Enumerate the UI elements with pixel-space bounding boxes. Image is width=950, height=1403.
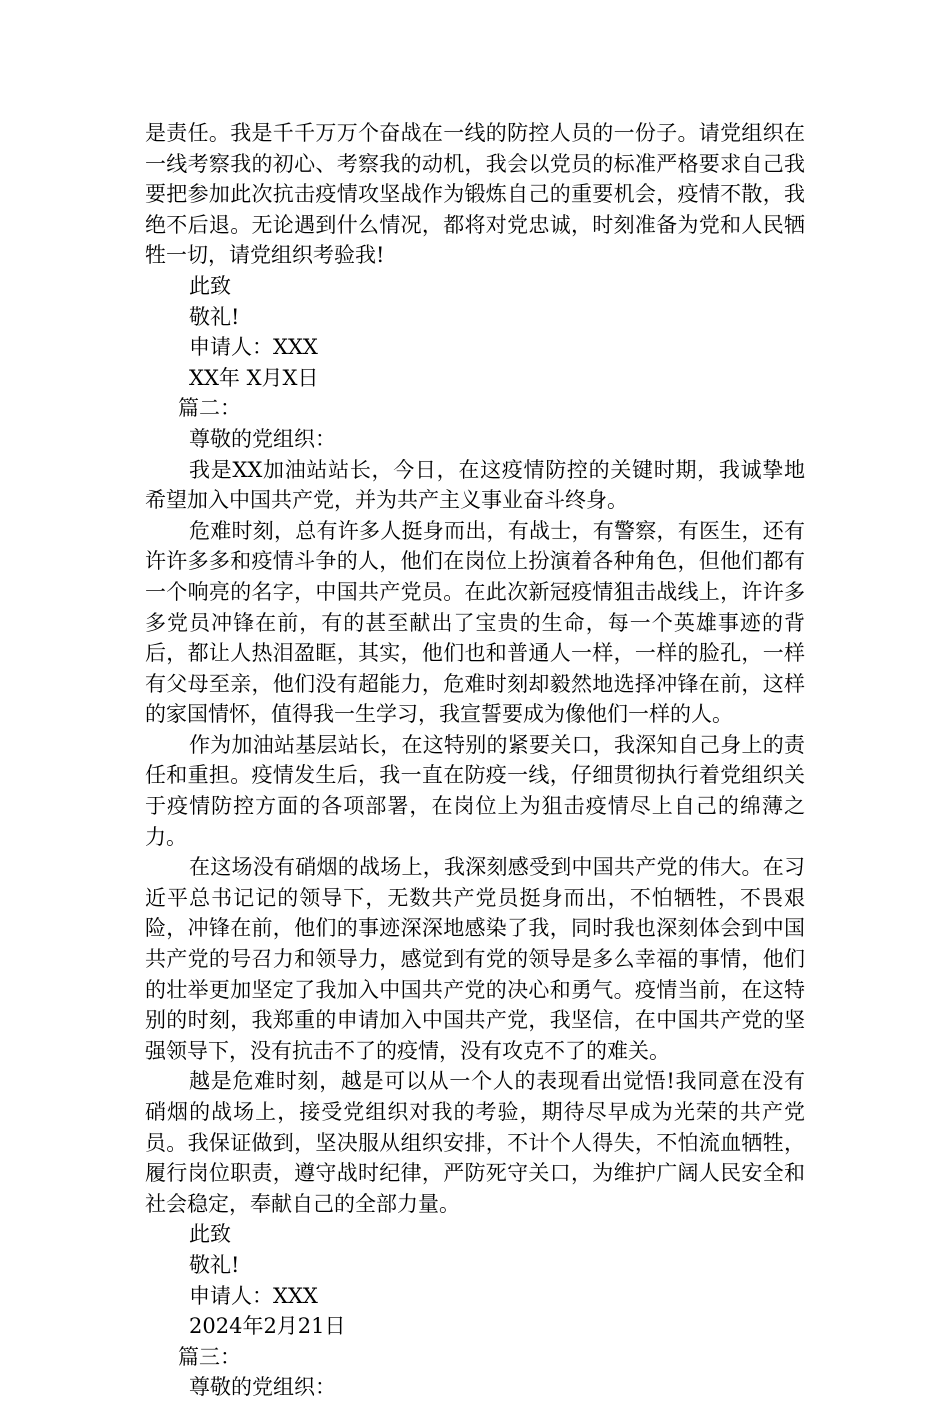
document-body: [145, 118, 805, 1403]
section3-salutation: 尊敬的党组织：: [189, 1375, 336, 1400]
section2-paragraph-5: 越是危难时刻，越是可以从一个人的表现看出觉悟!我同意在没有硝烟的战场上，接受党组织对我的考验，期待尽早成为光荣的共产党员。我保证做到，坚决服从组织安排，不计个人得失，不怕流血牺牲，履行岗位职责，遵守战时纪律，严防死守关口，为维护广阔人民安全和社会稳定，奉献自己的全部力量。: [145, 1069, 805, 1216]
section2-applicant: 申请人：XXX: [189, 1283, 318, 1308]
section2-paragraph-4: 在这场没有硝烟的战场上，我深刻感受到中国共产党的伟大。在习近平总书记记的领导下，无数共产党员挺身而出，不怕牺牲，不畏艰险，冲锋在前，他们的事迹深深地感染了我，同时我也深刻体会到中国共产党的号召力和领导力，感觉到有党的领导是多么幸福的事情，他们的壮举更加坚定了我加入中国共产党的决心和勇气。疫情当前，在这特别的时刻，我郑重的申请加入中国共产党，我坚信，在中国共产党的坚强领导下，没有抗击不了的疫情，没有攻克不了的难关。: [145, 855, 805, 1063]
section2-closing-jingli: 敬礼!: [189, 1252, 240, 1277]
section1-date: XX年 X月X日: [189, 365, 319, 390]
section2-paragraph-1: 我是XX加油站站长，今日，在这疫情防控的关键时期，我诚挚地希望加入中国共产党，并为共产主义事业奋斗终身。: [145, 457, 805, 513]
section2-paragraph-2: 危难时刻，总有许多人挺身而出，有战士，有警察，有医生，还有许许多多和疫情斗争的人，他们在岗位上扮演着各种角色，但他们都有一个响亮的名字，中国共产党员。在此次新冠疫情狙击战线上，许许多多党员冲锋在前，有的甚至献出了宝贵的生命，每一个英雄事迹的背后，都让人热泪盈眶，其实，他们也和普通人一样，一样的脸孔，一样有父母至亲，他们没有超能力，危难时刻却毅然地选择冲锋在前，这样的家国情怀，值得我一生学习，我宣誓要成为像他们一样的人。: [145, 518, 805, 727]
section2-paragraph-3: 作为加油站基层站长，在这特别的紧要关口，我深知自己身上的责任和重担。疫情发生后，我一直在防疫一线，仔细贯彻执行着党组织关于疫情防控方面的各项部署，在岗位上为狙击疫情尽上自己的绵薄之力。: [145, 732, 805, 849]
section1-closing-jingli: 敬礼!: [189, 304, 240, 329]
section2-date: 2024年2月21日: [189, 1314, 346, 1339]
section1-final-paragraph: 是责任。我是千千万万个奋战在一线的防控人员的一份子。请党组织在一线考察我的初心、考察我的动机，我会以党员的标准严格要求自己我要把参加此次抗击疫情攻坚战作为锻炼自己的重要机会，疫情不散，我绝不后退。无论遇到什么情况，都将对党忠诚，时刻准备为党和人民牺牲一切，请党组织考验我!: [145, 121, 805, 268]
section2-heading: 篇二：: [178, 396, 241, 421]
section1-applicant: 申请人：XXX: [189, 335, 318, 360]
section3-heading: 篇三：: [178, 1344, 241, 1369]
section2-salutation: 尊敬的党组织：: [189, 426, 336, 451]
section1-closing-cizhi: 此致: [189, 273, 231, 298]
section2-closing-cizhi: 此致: [189, 1222, 231, 1247]
